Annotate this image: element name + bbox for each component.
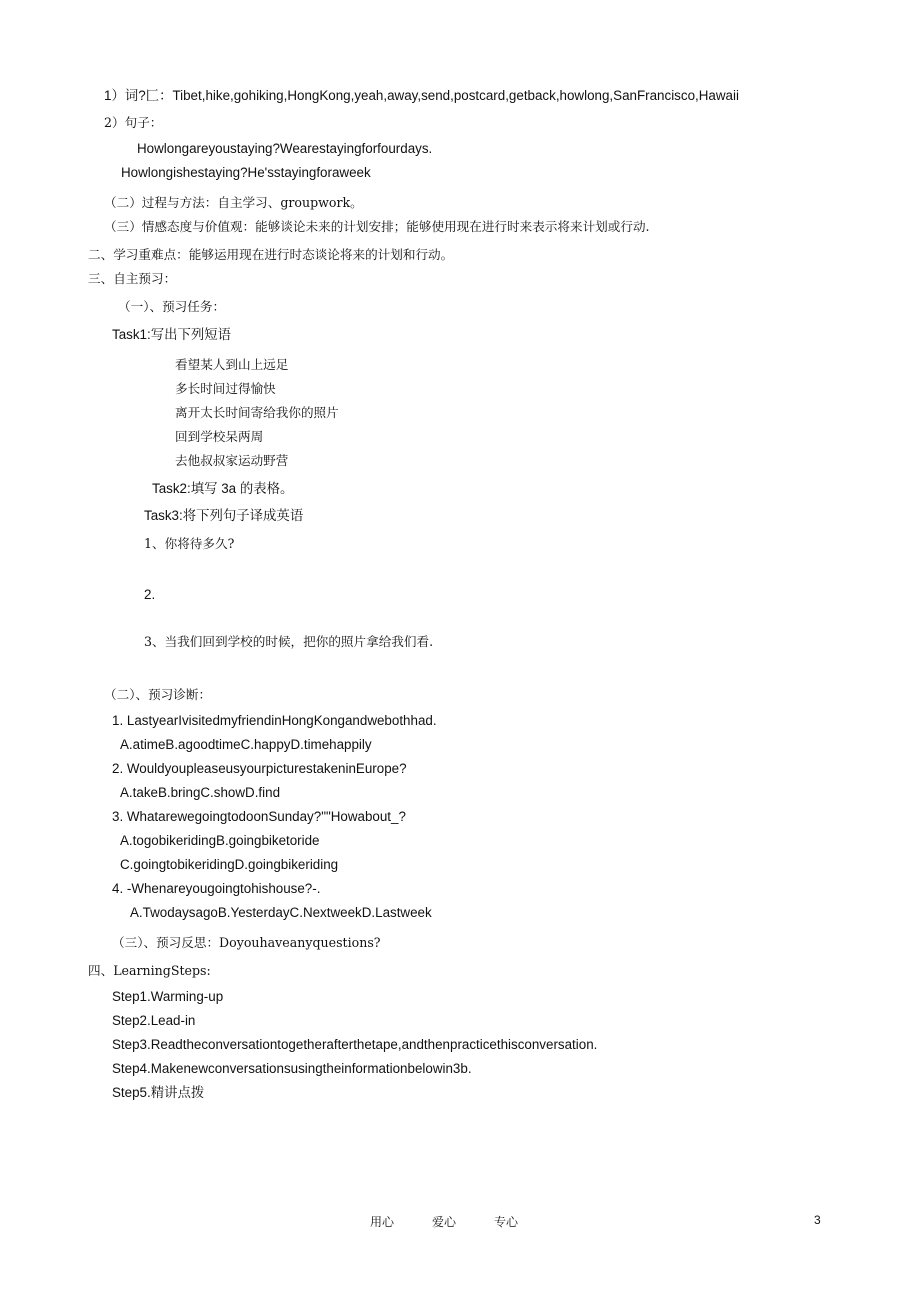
vocab-line: 1）词?匚：Tibet,hike,gohiking,HongKong,yeah,away,send,postcard,getback,howlong,SanFrancisco,Hawaii bbox=[104, 88, 739, 103]
sentence-heading: 2）句子： bbox=[104, 115, 163, 130]
learning-steps-heading: 四、LearningSteps: bbox=[88, 963, 211, 978]
question-options: A.togobikeridingB.goingbiketoride bbox=[120, 833, 320, 848]
step: Step4.Makenewconversationsusingtheinformationbelowin3b. bbox=[112, 1061, 472, 1076]
step: Step2.Lead-in bbox=[112, 1013, 196, 1028]
sentence-2: Howlongishestaying?He'sstayingforaweek bbox=[121, 165, 371, 180]
task-heading: （一）、预习任务： bbox=[118, 299, 226, 314]
page-number: 3 bbox=[814, 1213, 821, 1227]
diagnosis-heading: （二）、预习诊断： bbox=[104, 687, 212, 702]
task1-item: 去他叔叔家运动野营 bbox=[175, 453, 289, 468]
process-goal: （二）过程与方法：自主学习、groupwork。 bbox=[104, 195, 363, 210]
reflection: （三）、预习反思：Doyouhaveanyquestions? bbox=[112, 935, 381, 950]
question-options: A.takeB.bringC.showD.find bbox=[120, 785, 281, 800]
question: 3. WhatarewegoingtodoonSunday?""Howabout_? bbox=[112, 809, 406, 824]
task1-item: 回到学校呆两周 bbox=[175, 429, 264, 444]
footer-motto-1: 用心 bbox=[370, 1215, 395, 1229]
step: Step5.精讲点拨 bbox=[112, 1085, 205, 1100]
question: 4. -Whenareyougoingtohishouse?-. bbox=[112, 881, 321, 896]
question-options: A.atimeB.agoodtimeC.happyD.timehappily bbox=[120, 737, 372, 752]
preview-heading: 三、自主预习： bbox=[88, 271, 177, 286]
task1-item: 离开太长时间寄给我你的照片 bbox=[175, 405, 339, 420]
task3-item: 3、当我们回到学校的时候，把你的照片拿给我们看. bbox=[144, 634, 434, 649]
task3-item: 2. bbox=[144, 587, 156, 602]
task2: Task2:填写 3a 的表格。 bbox=[152, 481, 294, 496]
task1-item: 看望某人到山上远足 bbox=[175, 357, 289, 372]
question-options: A.TwodaysagoB.YesterdayC.NextweekD.Lastweek bbox=[130, 905, 432, 920]
question: 1. LastyearIvisitedmyfriendinHongKongandwebothhad. bbox=[112, 713, 437, 728]
task1-title: Task1:写出下列短语 bbox=[112, 327, 232, 342]
key-points: 二、学习重难点：能够运用现在进行时态谈论将来的计划和行动。 bbox=[88, 247, 454, 262]
sentence-1: Howlongareyoustaying?Wearestayingforfourdays. bbox=[137, 141, 433, 156]
question-options: C.goingtobikeridingD.goingbikeriding bbox=[120, 857, 339, 872]
question: 2. WouldyoupleaseusyourpicturestakeninEurope? bbox=[112, 761, 407, 776]
footer-motto-3: 专心 bbox=[494, 1215, 519, 1229]
step: Step3.Readtheconversationtogetherafterthetape,andthenpracticethisconversation. bbox=[112, 1037, 598, 1052]
footer-motto-2: 爱心 bbox=[432, 1215, 457, 1229]
task1-item: 多长时间过得愉快 bbox=[175, 381, 276, 396]
task3-title: Task3:将下列句子译成英语 bbox=[144, 508, 304, 523]
step: Step1.Warming-up bbox=[112, 989, 224, 1004]
task3-item: 1、你将待多久? bbox=[144, 536, 235, 551]
emotion-goal: （三）情感态度与价值观：能够谈论未来的计划安排；能够使用现在进行时来表示将来计划或行动. bbox=[104, 219, 650, 234]
